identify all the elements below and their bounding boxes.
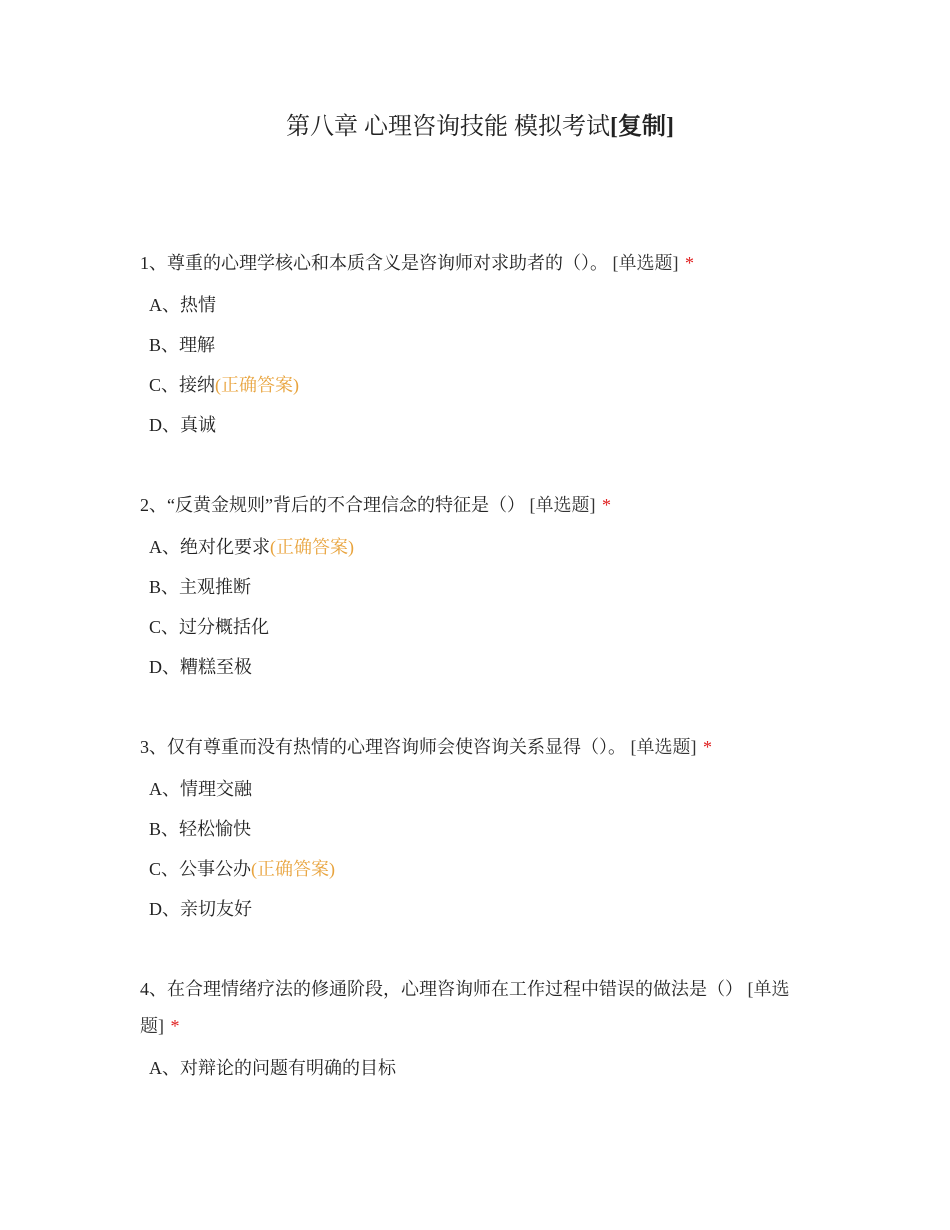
question-number: 2、 bbox=[140, 495, 167, 515]
question-4 bbox=[140, 971, 800, 1094]
option-letter: D、 bbox=[149, 899, 180, 919]
option-letter: A、 bbox=[149, 537, 180, 557]
page-title-main: 第八章 心理咨询技能 模拟考试 bbox=[286, 114, 610, 140]
correct-answer-label: (正确答案) bbox=[270, 537, 354, 557]
option-list bbox=[140, 775, 800, 935]
option-d[interactable] bbox=[140, 895, 800, 935]
option-d[interactable] bbox=[140, 411, 800, 451]
question-text: 在合理情绪疗法的修通阶段，心理咨询师在工作过程中错误的做法是（） bbox=[167, 979, 743, 999]
option-text: 热情 bbox=[180, 295, 216, 315]
correct-answer-label: (正确答案) bbox=[215, 375, 300, 395]
option-text: 主观推断 bbox=[179, 577, 252, 597]
question-stem bbox=[140, 971, 800, 1045]
option-letter: B、 bbox=[149, 577, 180, 597]
correct-answer-label: (正确答案) bbox=[251, 859, 336, 879]
option-list bbox=[140, 533, 800, 693]
option-a[interactable] bbox=[140, 533, 800, 573]
option-a[interactable] bbox=[140, 775, 800, 815]
option-letter: B、 bbox=[149, 335, 180, 355]
option-list bbox=[140, 291, 800, 451]
option-letter: D、 bbox=[149, 415, 180, 435]
option-d[interactable] bbox=[140, 653, 800, 693]
option-a[interactable] bbox=[140, 1054, 800, 1094]
question-number: 1、 bbox=[140, 253, 167, 273]
option-text: 理解 bbox=[179, 335, 216, 355]
option-text: 情理交融 bbox=[180, 779, 252, 799]
required-mark: * bbox=[685, 253, 694, 273]
option-b[interactable] bbox=[140, 331, 800, 371]
option-c[interactable] bbox=[140, 855, 800, 895]
option-text: 真诚 bbox=[180, 415, 216, 435]
question-stem bbox=[140, 487, 800, 524]
option-letter: A、 bbox=[149, 295, 180, 315]
option-letter: C、 bbox=[149, 859, 180, 879]
option-letter: A、 bbox=[149, 1058, 180, 1078]
required-mark: * bbox=[170, 1016, 180, 1036]
option-text: 绝对化要求 bbox=[180, 537, 270, 557]
question-stem bbox=[140, 729, 800, 766]
required-mark: * bbox=[703, 737, 712, 757]
question-type: [单选题] bbox=[612, 253, 679, 273]
option-b[interactable] bbox=[140, 573, 800, 613]
question-stem bbox=[140, 245, 800, 282]
option-b[interactable] bbox=[140, 815, 800, 855]
option-letter: A、 bbox=[149, 779, 180, 799]
option-text: 糟糕至极 bbox=[180, 657, 252, 677]
question-text: “反黄金规则”背后的不合理信念的特征是（） bbox=[167, 495, 525, 515]
option-text: 对辩论的问题有明确的目标 bbox=[180, 1058, 396, 1078]
option-letter: C、 bbox=[149, 617, 180, 637]
option-letter: D、 bbox=[149, 657, 180, 677]
question-type: [单选题] bbox=[140, 979, 790, 1036]
question-type: [单选题] bbox=[630, 737, 697, 757]
page-title bbox=[0, 110, 950, 144]
option-list bbox=[140, 1054, 800, 1094]
option-text: 公事公办 bbox=[179, 859, 252, 879]
page-title-copy-tag: [复制] bbox=[610, 114, 674, 140]
question-text: 仅有尊重而没有热情的心理咨询师会使咨询关系显得（）。 bbox=[167, 737, 626, 757]
question-number: 4、 bbox=[140, 979, 167, 999]
option-c[interactable] bbox=[140, 613, 800, 653]
question-text: 尊重的心理学核心和本质含义是咨询师对求助者的（）。 bbox=[167, 253, 608, 273]
question-3 bbox=[140, 729, 800, 935]
option-c[interactable] bbox=[140, 371, 800, 411]
option-text: 接纳 bbox=[179, 375, 216, 395]
question-2 bbox=[140, 487, 800, 693]
option-a[interactable] bbox=[140, 291, 800, 331]
option-letter: B、 bbox=[149, 819, 180, 839]
question-1 bbox=[140, 245, 800, 451]
required-mark: * bbox=[601, 495, 611, 515]
question-type: [单选题] bbox=[529, 495, 596, 515]
option-text: 过分概括化 bbox=[179, 617, 270, 637]
option-text: 轻松愉快 bbox=[179, 819, 252, 839]
question-number: 3、 bbox=[140, 737, 167, 757]
option-letter: C、 bbox=[149, 375, 180, 395]
option-text: 亲切友好 bbox=[180, 899, 252, 919]
